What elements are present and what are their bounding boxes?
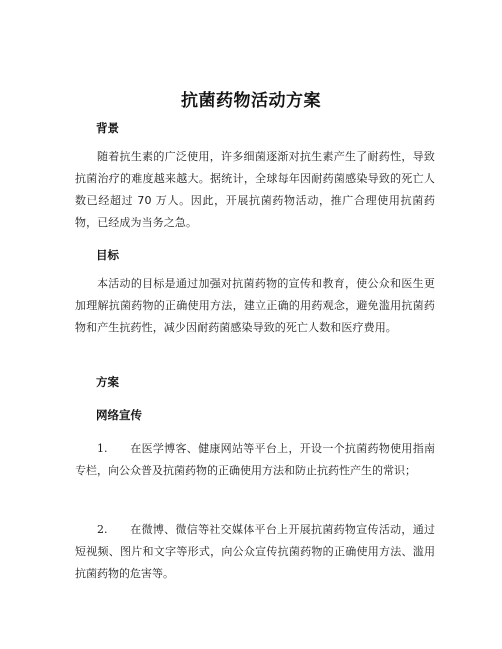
- section-heading-plan: 方案: [96, 375, 119, 389]
- list-item: [75, 438, 435, 482]
- section-heading-online: 网络宣传: [96, 408, 142, 422]
- section-heading-background: 背景: [96, 121, 119, 135]
- background-paragraph: 随着抗生素的广泛使用，许多细菌逐渐对抗生素产生了耐药性，导致抗菌治疗的难度越来越大。据统计，全球每年因耐药菌感染导致的死亡人数已经超过 70 万人。因此，开展抗菌药物活动，推广合理使用抗菌药物，已经成为当务之急。: [75, 150, 435, 229]
- list-item-text: 在医学博客、健康网站等平台上，开设一个抗菌药物使用指南专栏，向公众普及抗菌药物的正确使用方法和防止抗药性产生的常识；: [75, 442, 435, 477]
- list-item-number: 1.: [97, 442, 108, 455]
- list-item-text: 在微博、微信等社交媒体平台上开展抗菌药物宣传活动，通过短视频、图片和文字等形式，向公众宣传抗菌药物的正确使用方法、滥用抗菌药物的危害等。: [75, 523, 435, 580]
- list-item: [75, 519, 435, 585]
- goal-paragraph: 本活动的目标是通过加强对抗菌药物的宣传和教育，使公众和医生更加理解抗菌药物的正确使用方法，建立正确的用药观念，避免滥用抗菌药物和产生抗药性，减少因耐药菌感染导致的死亡人数和医疗费用。: [75, 277, 435, 334]
- section-heading-goal: 目标: [96, 248, 119, 262]
- document-title: 抗菌药物活动方案: [181, 91, 321, 111]
- list-item-number: 2.: [97, 523, 108, 536]
